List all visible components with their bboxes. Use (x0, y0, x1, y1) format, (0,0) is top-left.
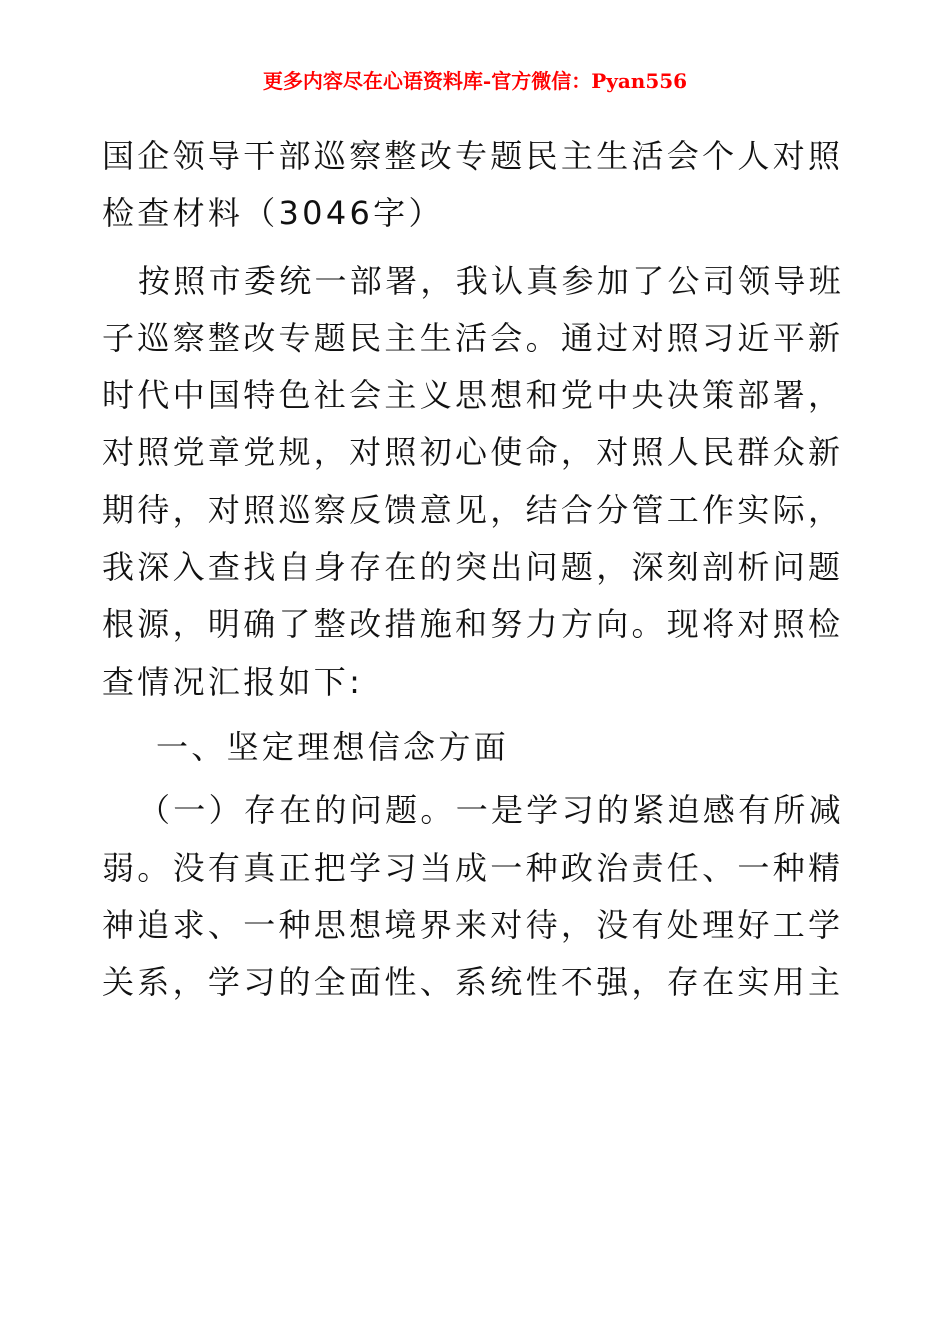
issue-paragraph: （一）存在的问题。一是学习的紧迫感有所减弱。没有真正把学习当成一种政治责任、一种精神追求、一种思想境界来对待，没有处理好工学关系，学习的全面性、系统性不强，存在实用主 (102, 791, 845, 1002)
document-title: 国企领导干部巡察整改专题民主生活会个人对照检查材料（3046字） (102, 137, 844, 233)
watermark-banner: 更多内容尽在心语资料库-官方微信：Pyan556 (262, 69, 688, 93)
document-body (102, 128, 850, 1011)
section-heading: 一、坚定理想信念方面 (156, 727, 510, 766)
intro-paragraph: 按照市委统一部署，我认真参加了公司领导班子巡察整改专题民主生活会。通过对照习近平新时代中国特色社会主义思想和党中央决策部署，对照党章党规，对照初心使命，对照人民群众新期待，对照巡察反馈意见，结合分管工作实际，我深入查找自身存在的突出问题，深刻剖析问题根源，明确了整改措施和努力方向。现将对照检查情况汇报如下: (102, 261, 845, 701)
